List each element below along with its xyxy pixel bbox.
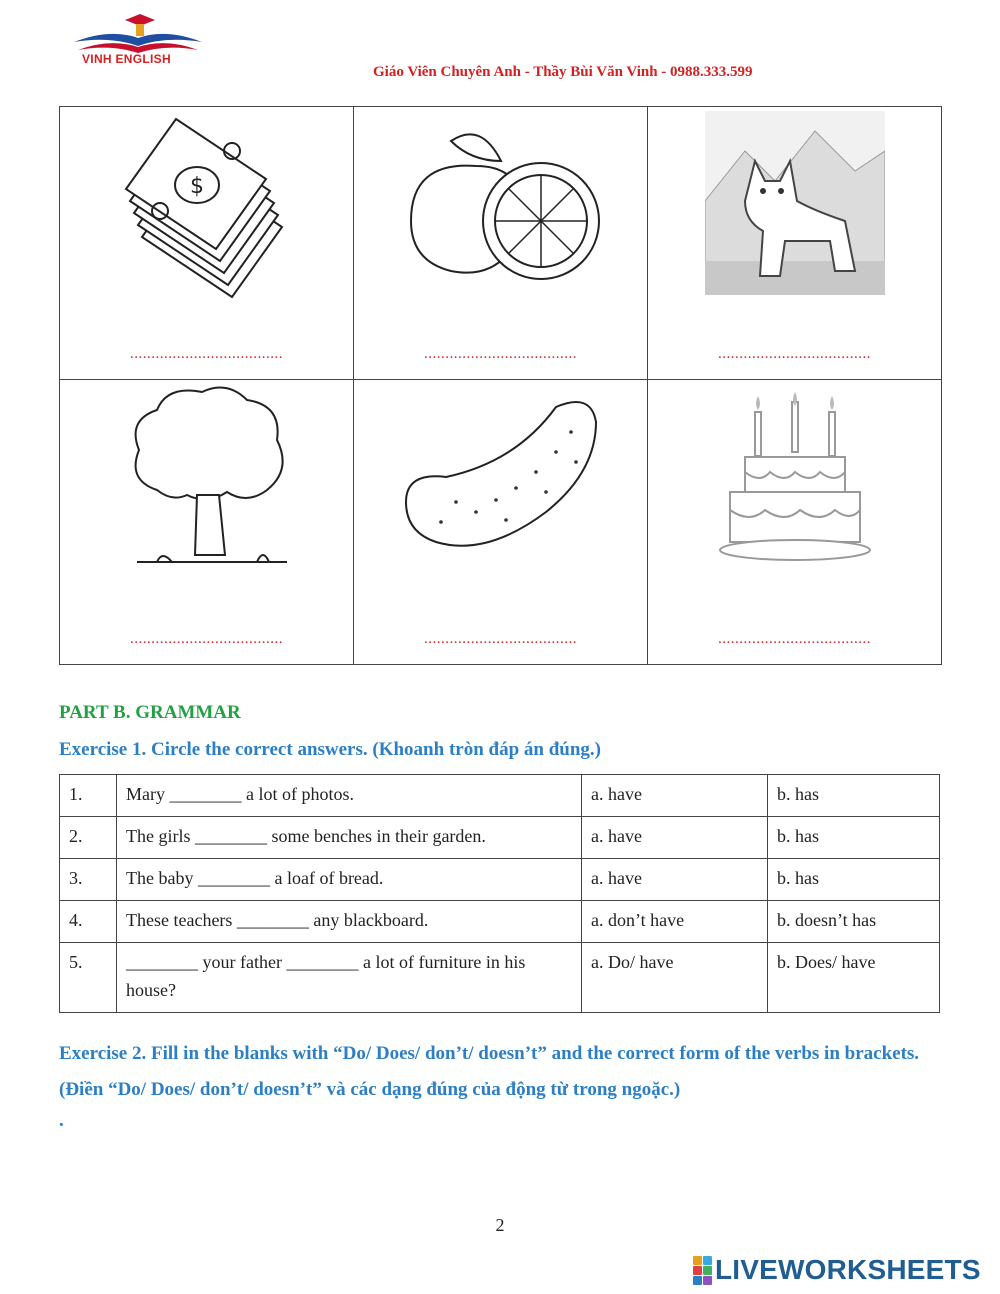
- exercise1-title: Exercise 1. Circle the correct answers. (Khoanh tròn đáp án đúng.): [59, 739, 602, 760]
- option-b[interactable]: b. has: [768, 859, 940, 901]
- picture-cell: [354, 380, 648, 665]
- svg-text:$: $: [189, 174, 204, 199]
- question-number: 5.: [60, 943, 117, 1013]
- option-a[interactable]: a. don’t have: [582, 901, 768, 943]
- option-b[interactable]: b. has: [768, 775, 940, 817]
- answer-blank[interactable]: ....................................: [718, 631, 871, 647]
- picture-cell: [648, 380, 942, 665]
- option-b[interactable]: b. has: [768, 817, 940, 859]
- option-a[interactable]: a. have: [582, 817, 768, 859]
- part-b-heading: PART B. GRAMMAR: [59, 702, 241, 723]
- picture-cell: [648, 107, 942, 380]
- liveworksheets-logo-icon: [693, 1256, 712, 1285]
- table-row: [60, 901, 940, 943]
- logo-text: VINH ENGLISH: [82, 52, 171, 66]
- cucumber-icon: [396, 392, 606, 562]
- exercise1-table: [59, 774, 940, 1013]
- answer-blank[interactable]: ....................................: [424, 631, 577, 647]
- money-icon: [112, 107, 302, 307]
- option-a[interactable]: a. Do/ have: [582, 943, 768, 1013]
- question-text: Mary ________ a lot of photos.: [117, 775, 582, 817]
- question-number: 4.: [60, 901, 117, 943]
- table-row: [60, 943, 940, 1013]
- table-row: [60, 775, 940, 817]
- answer-blank[interactable]: ....................................: [130, 631, 283, 647]
- picture-table: [59, 106, 942, 665]
- question-number: 3.: [60, 859, 117, 901]
- question-text: ________ your father ________ a lot of furniture in his house?: [117, 943, 582, 1013]
- table-row: [60, 859, 940, 901]
- lemon-icon: [391, 121, 611, 291]
- question-text: The girls ________ some benches in their garden.: [117, 817, 582, 859]
- option-a[interactable]: a. have: [582, 775, 768, 817]
- picture-cell: [354, 107, 648, 380]
- picture-cell: [60, 380, 354, 665]
- question-number: 2.: [60, 817, 117, 859]
- tree-icon: [117, 380, 297, 580]
- picture-cell: [60, 107, 354, 380]
- birthday-cake-icon: [715, 392, 875, 567]
- option-b[interactable]: b. Does/ have: [768, 943, 940, 1013]
- question-text: The baby ________ a loaf of bread.: [117, 859, 582, 901]
- exercise2-title: Exercise 2. Fill in the blanks with “Do/ Does/ don’t/ doesn’t” and the correct form of the verbs in brackets. (Điền “Do/ Does/ don’t/ doesn’t” và các dạng đúng của động từ trong ngoặc.): [59, 1043, 920, 1100]
- table-row: [60, 817, 940, 859]
- question-text: These teachers ________ any blackboard.: [117, 901, 582, 943]
- answer-blank[interactable]: ....................................: [424, 346, 577, 362]
- answer-blank[interactable]: ....................................: [130, 346, 283, 362]
- teacher-line: Giáo Viên Chuyên Anh - Thầy Bùi Văn Vinh - 0988.333.599: [373, 64, 753, 80]
- option-b[interactable]: b. doesn’t has: [768, 901, 940, 943]
- question-number: 1.: [60, 775, 117, 817]
- liveworksheets-text: LIVEWORKSHEETS: [715, 1254, 981, 1285]
- wolf-icon: [705, 111, 885, 295]
- page-number: 2: [495, 1215, 505, 1235]
- exercise2-dot: .: [59, 1110, 64, 1131]
- liveworksheets-brand: [693, 1254, 981, 1286]
- option-a[interactable]: a. have: [582, 859, 768, 901]
- answer-blank[interactable]: ....................................: [718, 346, 871, 362]
